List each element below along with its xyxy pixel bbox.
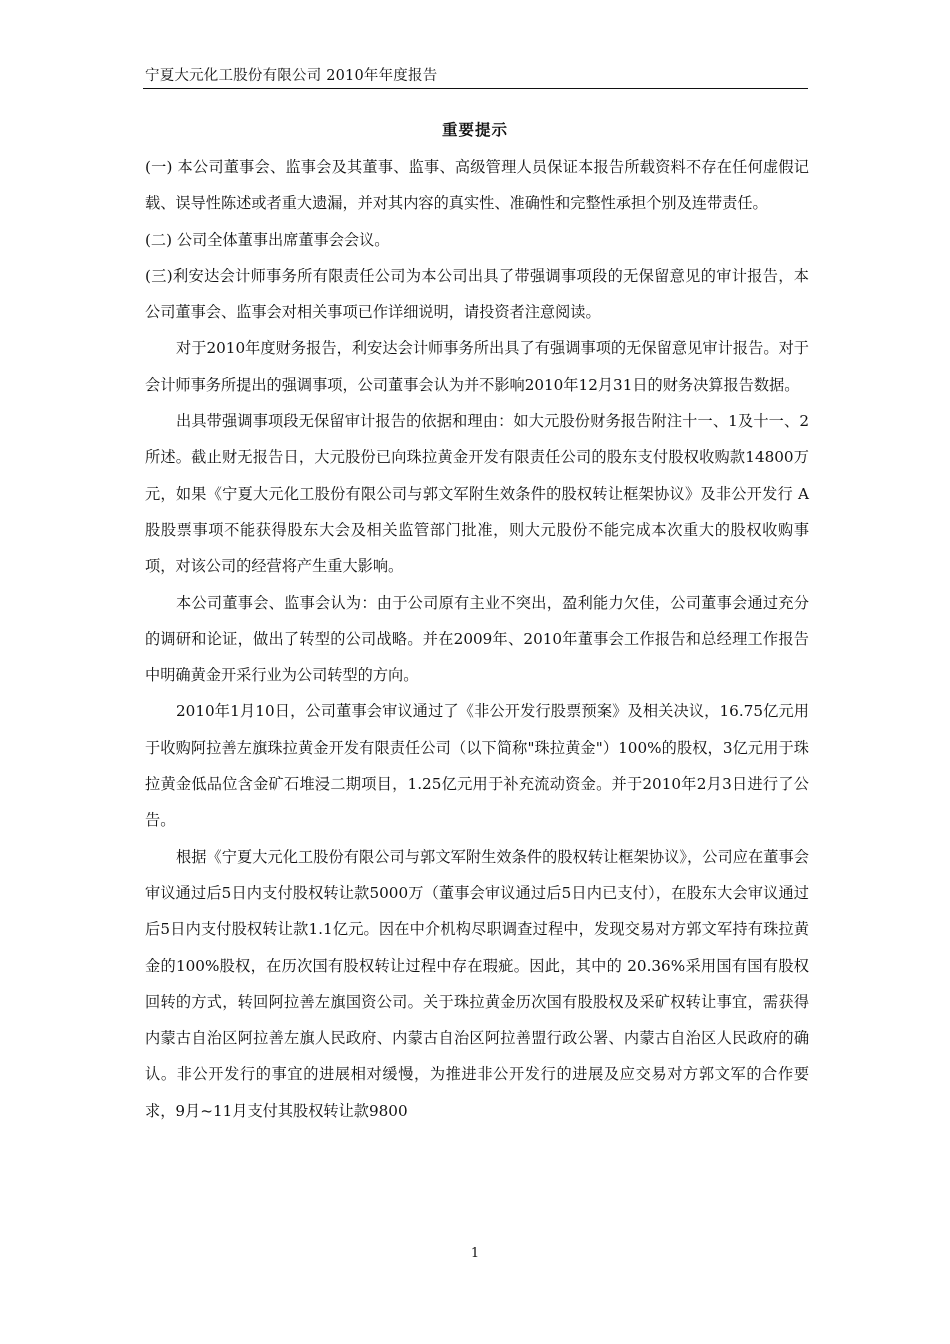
paragraph-statement-2: (二) 公司全体董事出席董事会会议。 xyxy=(145,230,390,249)
paragraph-audit-opinion: 对于2010年度财务报告，利安达会计师事务所出具了有强调事项的无保留意见审计报告。对于会计师事务所提出的强调事项，公司董事会认为并不影响2010年12月31日的财务决算报告数据。 xyxy=(145,339,809,394)
paragraph-statement-1: (一) 本公司董事会、监事会及其董事、监事、高级管理人员保证本报告所载资料不存在任何虚假记载、误导性陈述或者重大遗漏，并对其内容的真实性、准确性和完整性承担个别及连带责任。 xyxy=(145,158,809,213)
page-number: 1 xyxy=(470,1246,480,1261)
report-header-title: 宁夏大元化工股份有限公司 2010年年度报告 xyxy=(145,68,438,84)
header-divider xyxy=(143,88,808,89)
paragraph-statement-3: (三)利安达会计师事务所有限责任公司为本公司出具了带强调事项段的无保留意见的审计报告，本公司董事会、监事会对相关事项已作详细说明，请投资者注意阅读。 xyxy=(145,266,809,322)
paragraph-board-view: 本公司董事会、监事会认为：由于公司原有主业不突出，盈利能力欠佳，公司董事会通过充分的调研和论证，做出了转型的公司战略。并在2009年、2010年董事会工作报告和总经理工作报告中明确黄金开采行业为公司转型的方向。 xyxy=(145,593,809,685)
paragraph-agreement: 根据《宁夏大元化工股份有限公司与郭文军附生效条件的股权转让框架协议》，公司应在董事会审议通过后5日内支付股权转让款5000万（董事会审议通过后5日内已支付），在股东大会审议通过后5日内支付股权转让款1.1亿元。因在中介机构尽职调查过程中，发现交易对方郭文军持有珠拉黄金的100%股权，在历次国有股权转让过程中存在瑕疵。因此，其中的 20.36%采用国有国有股权回转的方式，转回阿拉善左旗国资公司。关于珠拉黄金历次国有股股权及采矿权转让事宜，需获得内蒙古自治区阿拉善左旗人民政府、内蒙古自治区阿拉善盟行政公署、内蒙古自治区人民政府的确认。非公开发行的事宜的进展相对缓慢，为推进非公开发行的进展及应交易对方郭文军的合作要求，9月~11月支付其股权转让款9800 xyxy=(145,847,809,1120)
paragraph-resolution: 2010年1月10日，公司董事会审议通过了《非公开发行股票预案》及相关决议，16.75亿元用于收购阿拉善左旗珠拉黄金开发有限责任公司（以下简称"珠拉黄金"）100%的股权，3亿元用于珠拉黄金低品位含金矿石堆浸二期项目，1.25亿元用于补充流动资金。并于2010年2月3日进行了公告。 xyxy=(145,702,809,830)
section-title: 重要提示 xyxy=(441,120,508,139)
body-text xyxy=(145,149,809,1129)
paragraph-audit-basis: 出具带强调事项段无保留审计报告的依据和理由：如大元股份财务报告附注十一、1及十一、2所述。截止财无报告日，大元股份已向珠拉黄金开发有限责任公司的股东支付股权收购款14800万元，如果《宁夏大元化工股份有限公司与郭文军附生效条件的股权转让框架协议》及非公开发行 A 股股票事项不能获得股东大会及相关监管部门批准，则大元股份不能完成本次重大的股权收购事项，对该公司的经营将产生重大影响。 xyxy=(145,412,809,576)
